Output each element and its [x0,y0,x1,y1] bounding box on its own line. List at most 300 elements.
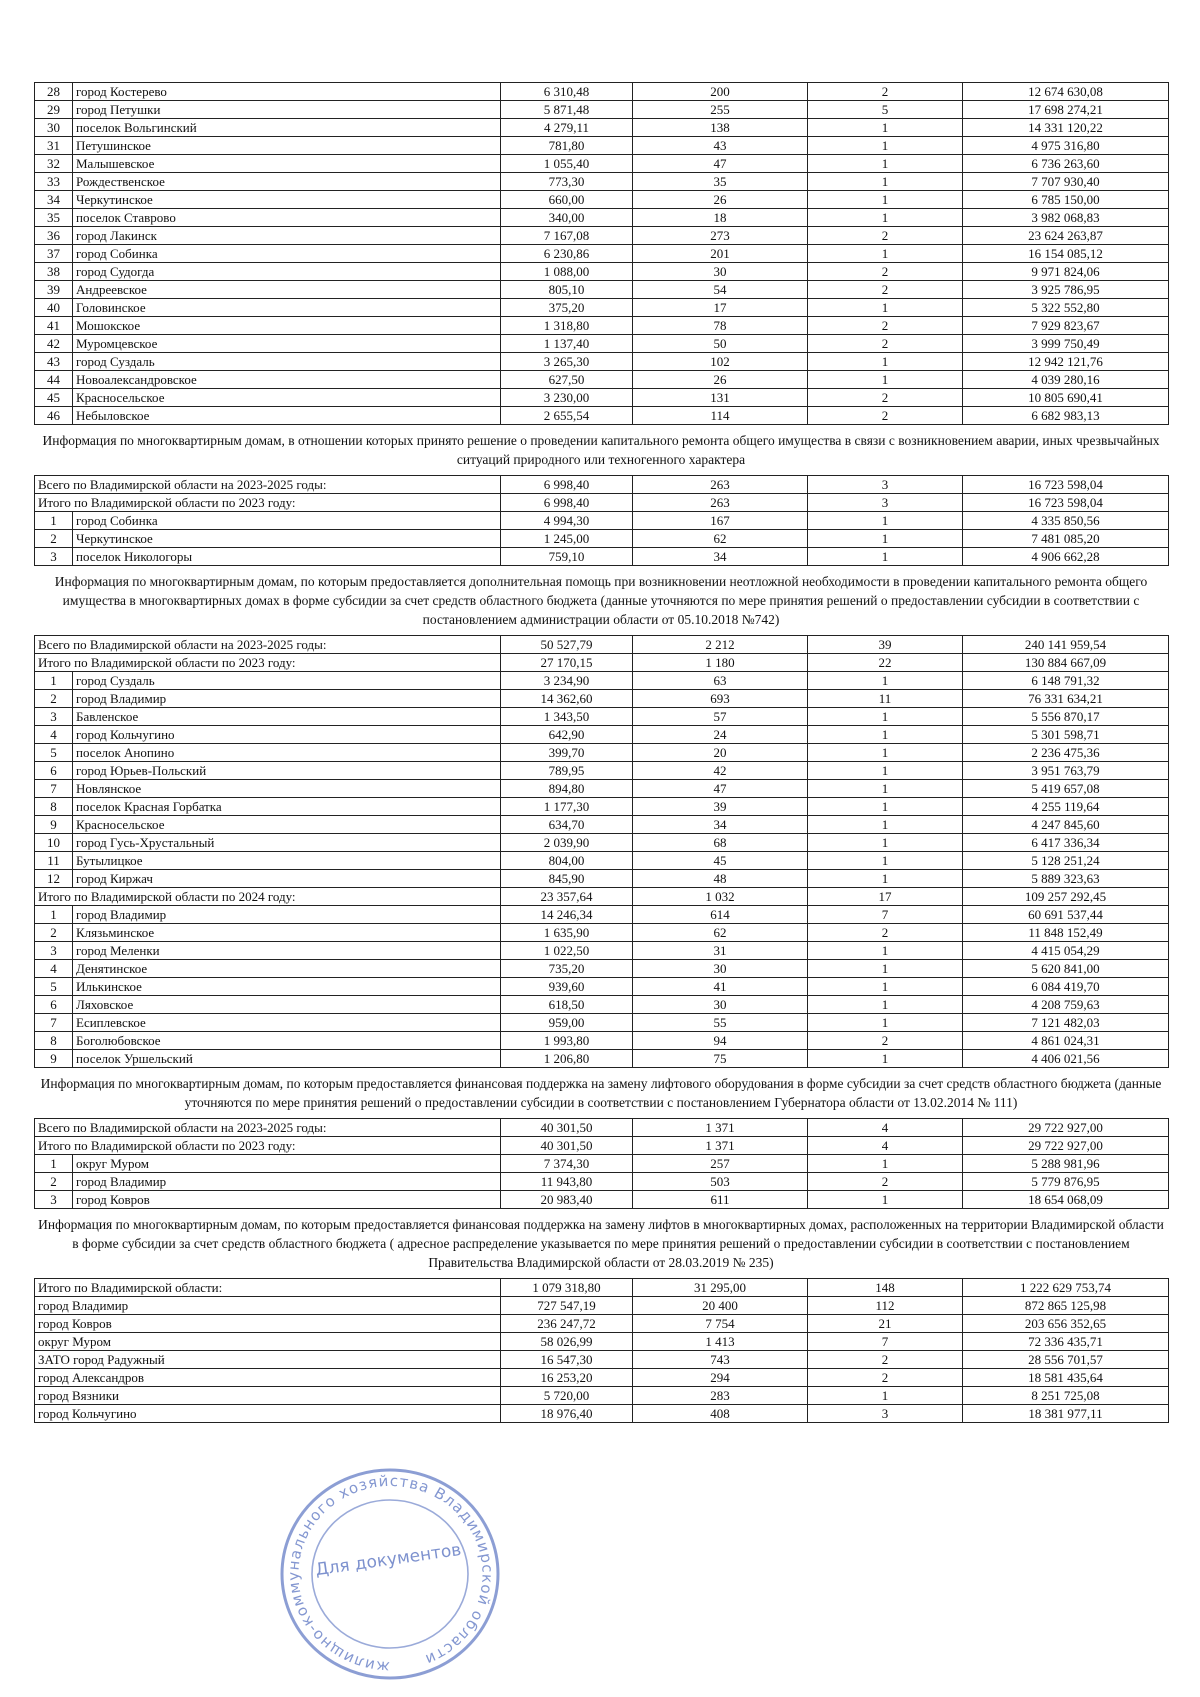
table-row [35,191,1169,209]
cell-houses: 4 [808,1119,963,1137]
cell-name: город Меленки [73,942,501,960]
cell-name: город Ковров [73,1191,501,1209]
cell-sum: 5 620 841,00 [963,960,1169,978]
table-row [35,690,1169,708]
cell-people: 201 [633,245,808,263]
cell-sum: 10 805 690,41 [963,389,1169,407]
cell-name: Итого по Владимирской области: [35,1279,501,1297]
cell-sum: 3 999 750,49 [963,335,1169,353]
cell-area: 6 310,48 [501,83,633,101]
cell-name: город Собинка [73,245,501,263]
cell-houses: 1 [808,960,963,978]
cell-area: 58 026,99 [501,1333,633,1351]
cell-area: 1 318,80 [501,317,633,335]
cell-name: город Владимир [73,690,501,708]
cell-houses: 1 [808,1191,963,1209]
cell-people: 20 400 [633,1297,808,1315]
cell-name: город Собинка [73,512,501,530]
cell-people: 102 [633,353,808,371]
cell-area: 16 253,20 [501,1369,633,1387]
cell-sum: 16 723 598,04 [963,476,1169,494]
cell-sum: 6 084 419,70 [963,978,1169,996]
cell-area: 6 230,86 [501,245,633,263]
cell-n: 40 [35,299,73,317]
cell-name: город Александров [35,1369,501,1387]
cell-name: Головинское [73,299,501,317]
cell-sum: 109 257 292,45 [963,888,1169,906]
table-row [35,708,1169,726]
cell-sum: 5 288 981,96 [963,1155,1169,1173]
cell-houses: 1 [808,870,963,888]
cell-n: 2 [35,1173,73,1191]
cell-sum: 76 331 634,21 [963,690,1169,708]
cell-people: 30 [633,960,808,978]
table-row [35,744,1169,762]
cell-people: 31 [633,942,808,960]
total-label-cell: Всего по Владимирской области на 2023-2025 годы: [35,476,501,494]
cell-area: 20 983,40 [501,1191,633,1209]
cell-people: 283 [633,1387,808,1405]
table-row [35,335,1169,353]
cell-n: 8 [35,798,73,816]
cell-houses: 11 [808,690,963,708]
table-row [35,83,1169,101]
table-row [35,636,1169,654]
cell-sum: 1 222 629 753,74 [963,1279,1169,1297]
cell-people: 273 [633,227,808,245]
cell-sum: 5 419 657,08 [963,780,1169,798]
cell-area: 18 976,40 [501,1405,633,1423]
cell-people: 200 [633,83,808,101]
cell-n: 37 [35,245,73,263]
cell-area: 894,80 [501,780,633,798]
cell-houses: 39 [808,636,963,654]
table-row [35,1315,1169,1333]
cell-people: 50 [633,335,808,353]
cell-people: 1 371 [633,1137,808,1155]
cell-name: город Вязники [35,1387,501,1405]
cell-sum: 17 698 274,21 [963,101,1169,119]
cell-houses: 1 [808,353,963,371]
cell-people: 26 [633,191,808,209]
cell-area: 1 177,30 [501,798,633,816]
cell-people: 34 [633,816,808,834]
cell-area: 4 994,30 [501,512,633,530]
cell-area: 40 301,50 [501,1119,633,1137]
cell-sum: 4 406 021,56 [963,1050,1169,1068]
cell-people: 42 [633,762,808,780]
cell-area: 6 998,40 [501,494,633,512]
cell-n: 4 [35,960,73,978]
cell-sum: 7 707 930,40 [963,173,1169,191]
cell-houses: 7 [808,1333,963,1351]
cell-name: Муромцевское [73,335,501,353]
cell-houses: 1 [808,726,963,744]
table-row [35,1014,1169,1032]
cell-name: Клязьминское [73,924,501,942]
cell-people: 24 [633,726,808,744]
cell-houses: 1 [808,816,963,834]
cell-n: 42 [35,335,73,353]
table-row [35,1155,1169,1173]
cell-n: 6 [35,996,73,1014]
cell-people: 2 212 [633,636,808,654]
cell-name: поселок Никологоры [73,548,501,566]
table-row [35,780,1169,798]
cell-area: 5 871,48 [501,101,633,119]
cell-name: поселок Красная Горбатка [73,798,501,816]
cell-area: 23 357,64 [501,888,633,906]
cell-area: 759,10 [501,548,633,566]
cell-houses: 1 [808,209,963,227]
cell-houses: 1 [808,137,963,155]
cell-houses: 2 [808,317,963,335]
cell-people: 1 371 [633,1119,808,1137]
cell-houses: 4 [808,1137,963,1155]
cell-n: 9 [35,1050,73,1068]
cell-n: 30 [35,119,73,137]
cell-people: 78 [633,317,808,335]
cell-sum: 5 889 323,63 [963,870,1169,888]
document-sheet [34,82,1168,1423]
cell-houses: 1 [808,155,963,173]
cell-area: 3 234,90 [501,672,633,690]
cell-houses: 7 [808,906,963,924]
cell-people: 68 [633,834,808,852]
cell-sum: 18 381 977,11 [963,1405,1169,1423]
cell-people: 43 [633,137,808,155]
cell-sum: 16 154 085,12 [963,245,1169,263]
table-row [35,924,1169,942]
cell-name: город Ковров [35,1315,501,1333]
cell-sum: 29 722 927,00 [963,1137,1169,1155]
total-label-cell: Итого по Владимирской области по 2023 году: [35,654,501,672]
cell-area: 1 993,80 [501,1032,633,1050]
cell-name: поселок Ставрово [73,209,501,227]
table-row [35,299,1169,317]
cell-name: Красносельское [73,816,501,834]
total-label-cell: Всего по Владимирской области на 2023-2025 годы: [35,1119,501,1137]
cell-name: поселок Вольгинский [73,119,501,137]
cell-sum: 12 942 121,76 [963,353,1169,371]
cell-area: 1 206,80 [501,1050,633,1068]
cell-sum: 18 654 068,09 [963,1191,1169,1209]
cell-people: 503 [633,1173,808,1191]
table-row [35,1032,1169,1050]
cell-n: 44 [35,371,73,389]
cell-people: 263 [633,476,808,494]
cell-houses: 2 [808,389,963,407]
cell-sum: 6 417 336,34 [963,834,1169,852]
cell-people: 614 [633,906,808,924]
cell-sum: 3 982 068,83 [963,209,1169,227]
cell-name: город Владимир [35,1297,501,1315]
cell-people: 54 [633,281,808,299]
cell-people: 294 [633,1369,808,1387]
cell-sum: 11 848 152,49 [963,924,1169,942]
cell-houses: 1 [808,672,963,690]
cell-houses: 1 [808,119,963,137]
cell-people: 75 [633,1050,808,1068]
cell-sum: 29 722 927,00 [963,1119,1169,1137]
cell-area: 727 547,19 [501,1297,633,1315]
cell-name: город Киржач [73,870,501,888]
cell-houses: 2 [808,335,963,353]
cell-name: Денятинское [73,960,501,978]
cell-houses: 1 [808,1014,963,1032]
cell-houses: 22 [808,654,963,672]
official-seal [270,1462,510,1687]
cell-area: 959,00 [501,1014,633,1032]
cell-sum: 4 415 054,29 [963,942,1169,960]
table-row [35,1137,1169,1155]
cell-area: 1 245,00 [501,530,633,548]
seal-ring-text: жилищно-коммунального хозяйства Владимирской области [284,1471,497,1677]
cell-people: 114 [633,407,808,425]
cell-area: 1 088,00 [501,263,633,281]
cell-sum: 4 247 845,60 [963,816,1169,834]
cell-sum: 5 322 552,80 [963,299,1169,317]
cell-sum: 60 691 537,44 [963,906,1169,924]
cell-houses: 2 [808,1369,963,1387]
table-row [35,942,1169,960]
cell-name: город Кольчугино [73,726,501,744]
cell-area: 804,00 [501,852,633,870]
cell-n: 36 [35,227,73,245]
cell-sum: 72 336 435,71 [963,1333,1169,1351]
cell-people: 1 180 [633,654,808,672]
table-row [35,762,1169,780]
cell-name: город Костерево [73,83,501,101]
cell-name: Илькинское [73,978,501,996]
cell-area: 7 374,30 [501,1155,633,1173]
cell-sum: 4 861 024,31 [963,1032,1169,1050]
cell-area: 236 247,72 [501,1315,633,1333]
cell-houses: 1 [808,744,963,762]
cell-houses: 1 [808,191,963,209]
cell-houses: 1 [808,1050,963,1068]
cell-people: 94 [633,1032,808,1050]
total-label-cell: Итого по Владимирской области по 2023 году: [35,1137,501,1155]
cell-n: 11 [35,852,73,870]
cell-people: 45 [633,852,808,870]
cell-name: округ Муром [73,1155,501,1173]
cell-houses: 1 [808,762,963,780]
table-row [35,798,1169,816]
cell-area: 618,50 [501,996,633,1014]
cell-people: 63 [633,672,808,690]
cell-n: 43 [35,353,73,371]
cell-name: город Кольчугино [35,1405,501,1423]
cell-area: 1 137,40 [501,335,633,353]
cell-sum: 4 906 662,28 [963,548,1169,566]
cell-houses: 1 [808,530,963,548]
cell-n: 33 [35,173,73,191]
cell-area: 2 655,54 [501,407,633,425]
cell-name: город Суздаль [73,672,501,690]
table-row [35,1369,1169,1387]
cell-name: поселок Уршельский [73,1050,501,1068]
cell-houses: 3 [808,476,963,494]
cell-houses: 1 [808,548,963,566]
data-table [34,635,1169,1068]
cell-n: 5 [35,744,73,762]
cell-houses: 1 [808,371,963,389]
cell-sum: 5 128 251,24 [963,852,1169,870]
cell-name: Бутылицкое [73,852,501,870]
cell-houses: 2 [808,227,963,245]
cell-sum: 28 556 701,57 [963,1351,1169,1369]
table-row [35,389,1169,407]
cell-area: 14 246,34 [501,906,633,924]
cell-sum: 240 141 959,54 [963,636,1169,654]
cell-n: 3 [35,1191,73,1209]
cell-name: Мошокское [73,317,501,335]
cell-houses: 2 [808,281,963,299]
cell-area: 27 170,15 [501,654,633,672]
table-row [35,155,1169,173]
cell-sum: 7 481 085,20 [963,530,1169,548]
cell-area: 375,20 [501,299,633,317]
cell-houses: 5 [808,101,963,119]
cell-n: 2 [35,924,73,942]
cell-n: 32 [35,155,73,173]
cell-people: 39 [633,798,808,816]
cell-n: 41 [35,317,73,335]
cell-people: 7 754 [633,1315,808,1333]
cell-area: 939,60 [501,978,633,996]
cell-houses: 1 [808,978,963,996]
cell-n: 39 [35,281,73,299]
cell-n: 31 [35,137,73,155]
cell-people: 41 [633,978,808,996]
cell-houses: 1 [808,1155,963,1173]
cell-name: Малышевское [73,155,501,173]
cell-area: 634,70 [501,816,633,834]
cell-area: 40 301,50 [501,1137,633,1155]
table-row [35,407,1169,425]
cell-name: Новлянское [73,780,501,798]
cell-name: Красносельское [73,389,501,407]
cell-houses: 21 [808,1315,963,1333]
cell-people: 255 [633,101,808,119]
cell-people: 48 [633,870,808,888]
cell-area: 642,90 [501,726,633,744]
table-row [35,1333,1169,1351]
cell-name: Черкутинское [73,530,501,548]
cell-people: 62 [633,924,808,942]
section-heading: Информация по многоквартирным домам, по которым предоставляется финансовая поддержка на замену лифтового оборудования в форме субсидии за счет средств областного бюджета (данные уточняются по мере принятия решений о предоставлении субсидии в соответствии с постановлением Губернатора области от 13.02.2014 № 111) [40,1076,1162,1110]
section-heading: Информация по многоквартирным домам, по которым предоставляется финансовая поддержка на замену лифтов в многоквартирных домах, расположенных на территории Владимирской области в форме субсидии за счет средств областного бюджета ( адресное распределение указывается по мере принятия решений о предоставлении субсидии в соответствии с постановлением Правительства Владимирской области от 28.03.2019 № 235) [38,1217,1164,1270]
table-row [35,1050,1169,1068]
cell-n: 9 [35,816,73,834]
cell-sum: 6 785 150,00 [963,191,1169,209]
cell-name: Бавленское [73,708,501,726]
cell-name: Ляховское [73,996,501,1014]
cell-houses: 2 [808,1032,963,1050]
cell-houses: 1 [808,780,963,798]
table-row [35,119,1169,137]
cell-people: 55 [633,1014,808,1032]
table-row [35,101,1169,119]
cell-sum: 872 865 125,98 [963,1297,1169,1315]
cell-people: 30 [633,263,808,281]
cell-sum: 7 929 823,67 [963,317,1169,335]
section-heading: Информация по многоквартирным домам, по которым предоставляется дополнительная помощь при возникновении неотложной необходимости в проведении капитального ремонта общего имущества в многоквартирных домах в форме субсидии за счет средств областного бюджета (данные уточняются по мере принятия решений о предоставлении субсидии в соответствии с постановлением администрации области от 05.10.2018 №742) [54,574,1148,627]
table-row [35,834,1169,852]
cell-houses: 1 [808,245,963,263]
cell-n: 4 [35,726,73,744]
cell-people: 17 [633,299,808,317]
cell-sum: 14 331 120,22 [963,119,1169,137]
cell-people: 62 [633,530,808,548]
cell-people: 257 [633,1155,808,1173]
cell-n: 34 [35,191,73,209]
cell-area: 399,70 [501,744,633,762]
cell-name: поселок Анопино [73,744,501,762]
cell-houses: 1 [808,996,963,1014]
section-heading: Информация по многоквартирным домам, в отношении которых принято решение о проведении капитального ремонта общего имущества в связи с возникновением аварии, иных чрезвычайных ситуаций природного или техногенного характера [42,433,1160,467]
cell-n: 12 [35,870,73,888]
cell-sum: 4 255 119,64 [963,798,1169,816]
table-row [35,1119,1169,1137]
cell-n: 2 [35,690,73,708]
cell-people: 26 [633,371,808,389]
cell-sum: 6 736 263,60 [963,155,1169,173]
cell-houses: 17 [808,888,963,906]
cell-area: 11 943,80 [501,1173,633,1191]
cell-people: 263 [633,494,808,512]
cell-n: 29 [35,101,73,119]
cell-name: Небыловское [73,407,501,425]
table-row [35,530,1169,548]
cell-houses: 148 [808,1279,963,1297]
cell-people: 611 [633,1191,808,1209]
cell-houses: 3 [808,494,963,512]
cell-n: 7 [35,780,73,798]
cell-people: 34 [633,548,808,566]
cell-n: 3 [35,708,73,726]
cell-name: город Владимир [73,906,501,924]
cell-people: 408 [633,1405,808,1423]
cell-houses: 1 [808,798,963,816]
table-row [35,1405,1169,1423]
cell-area: 845,90 [501,870,633,888]
cell-n: 35 [35,209,73,227]
cell-name: город Юрьев-Польский [73,762,501,780]
cell-sum: 23 624 263,87 [963,227,1169,245]
cell-name: город Суздаль [73,353,501,371]
data-table [34,1278,1169,1423]
cell-sum: 12 674 630,08 [963,83,1169,101]
cell-people: 131 [633,389,808,407]
cell-area: 1 343,50 [501,708,633,726]
table-row [35,1351,1169,1369]
cell-name: округ Муром [35,1333,501,1351]
cell-sum: 4 975 316,80 [963,137,1169,155]
table-row [35,548,1169,566]
cell-houses: 1 [808,852,963,870]
cell-houses: 1 [808,173,963,191]
cell-sum: 2 236 475,36 [963,744,1169,762]
table-row [35,494,1169,512]
cell-houses: 2 [808,83,963,101]
cell-sum: 16 723 598,04 [963,494,1169,512]
cell-people: 30 [633,996,808,1014]
cell-area: 660,00 [501,191,633,209]
cell-houses: 2 [808,407,963,425]
cell-houses: 1 [808,708,963,726]
